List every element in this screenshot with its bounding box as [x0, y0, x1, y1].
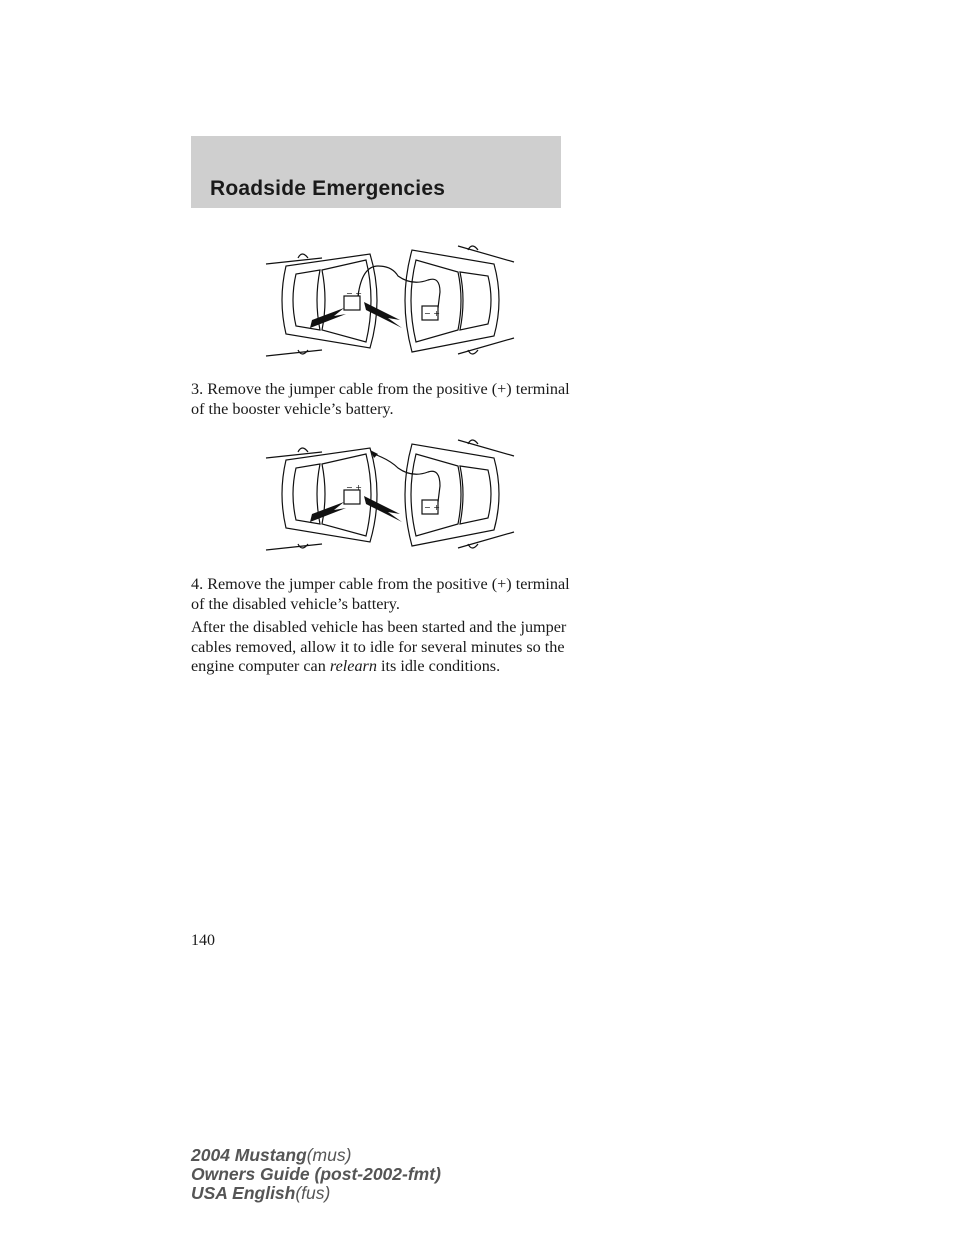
footer-guide: Owners Guide (post-2002-fmt): [191, 1164, 441, 1184]
footer-model: 2004 Mustang: [191, 1145, 307, 1165]
footer-model-code: (mus): [306, 1145, 352, 1165]
footer-language: USA English: [191, 1183, 296, 1203]
note-text-end: its idle conditions.: [376, 657, 501, 675]
battery-terminal-label: − +: [424, 503, 440, 512]
document-footer: [191, 1146, 441, 1203]
battery-terminal-label: − +: [424, 309, 440, 318]
footer-language-code: (fus): [295, 1183, 331, 1203]
step-3-text: 3. Remove the jumper cable from the positive (+) terminal of the booster vehicle’s battery.: [191, 380, 570, 418]
battery-terminal-label: − +: [346, 289, 362, 298]
page-number: 140: [191, 932, 215, 949]
section-title: Roadside Emergencies: [210, 177, 446, 200]
battery-terminal-label: − +: [346, 483, 362, 492]
note-emphasis: relearn: [329, 657, 377, 675]
step-4-text: 4. Remove the jumper cable from the positive (+) terminal of the disabled vehicle’s battery.: [191, 575, 570, 613]
note-text-start: After the disabled vehicle has been started and the jumper cables removed, allow it to idle for several minutes so the engine computer can: [191, 618, 567, 675]
jump-start-diagram-step-3: [262, 236, 518, 364]
jump-start-diagram-step-4: [262, 430, 518, 558]
after-start-note: [191, 618, 571, 677]
